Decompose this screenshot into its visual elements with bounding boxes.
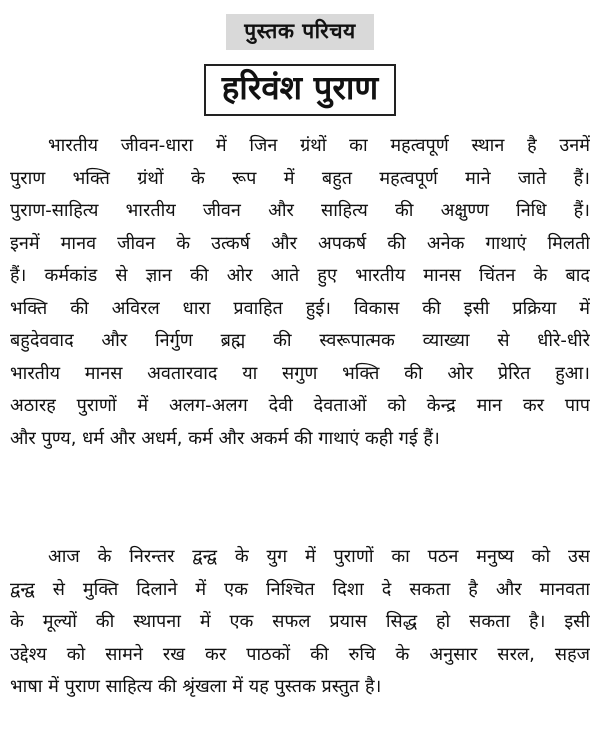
paragraph-line: हैं। कर्मकांड से ज्ञान की ओर आते हुए भारतीय मानस चिंतन के बाद [10,265,590,286]
paragraph-1 [10,130,590,455]
paragraph-line: भारतीय मानस अवतारवाद या सगुण भक्ति की ओर प्रेरित हुआ। [10,362,590,384]
paragraph-line: भाषा में पुराण साहित्य की श्रृंखला में यह पुस्तक प्रस्तुत है। [10,676,382,697]
paragraph-line: के मूल्यों की स्थापना में एक सफल प्रयास सिद्ध हो सकता है। इसी [10,611,590,632]
paragraph-line: भक्ति की अविरल धारा प्रवाहित हुई। विकास की इसी प्रक्रिया में [10,297,590,319]
paragraph-line: इनमें मानव जीवन के उत्कर्ष और अपकर्ष की अनेक गाथाएं मिलती [10,232,590,254]
paragraph-line: और पुण्य, धर्म और अधर्म, कर्म और अकर्म की गाथाएं कही गई हैं। [10,427,440,449]
paragraph-line: बहुदेववाद और निर्गुण ब्रह्म की स्वरूपात्मक व्याख्या से धीरे-धीरे [10,330,590,351]
title-wrapper [0,64,600,116]
paragraph-line: आज के निरन्तर द्वन्द्व के युग में पुराणों का पठन मनुष्य को उस [48,546,590,567]
paragraph-line: भारतीय जीवन-धारा में जिन ग्रंथों का महत्वपूर्ण स्थान है उनमें [48,135,590,156]
paragraph-line: उद्देश्य को सामने रख कर पाठकों की रुचि के अनुसार सरल, सहज [10,643,590,665]
paragraph-line: द्वन्द्व से मुक्ति दिलाने में एक निश्चित दिशा दे सकता है और मानवता [10,578,590,600]
paragraph-line: पुराण-साहित्य भारतीय जीवन और साहित्य की अक्षुण्ण निधि हैं। [10,200,590,221]
section-label: पुस्तक परिचय [226,14,373,50]
section-label-wrapper [0,14,600,50]
paragraph-2 [10,541,590,704]
paragraph-line: पुराण भक्ति ग्रंथों के रूप में बहुत महत्वपूर्ण माने जाते हैं। [10,167,590,189]
book-title: हरिवंश पुराण [204,64,397,116]
paragraph-line: अठारह पुराणों में अलग-अलग देवी देवताओं को केन्द्र मान कर पाप [10,395,590,416]
